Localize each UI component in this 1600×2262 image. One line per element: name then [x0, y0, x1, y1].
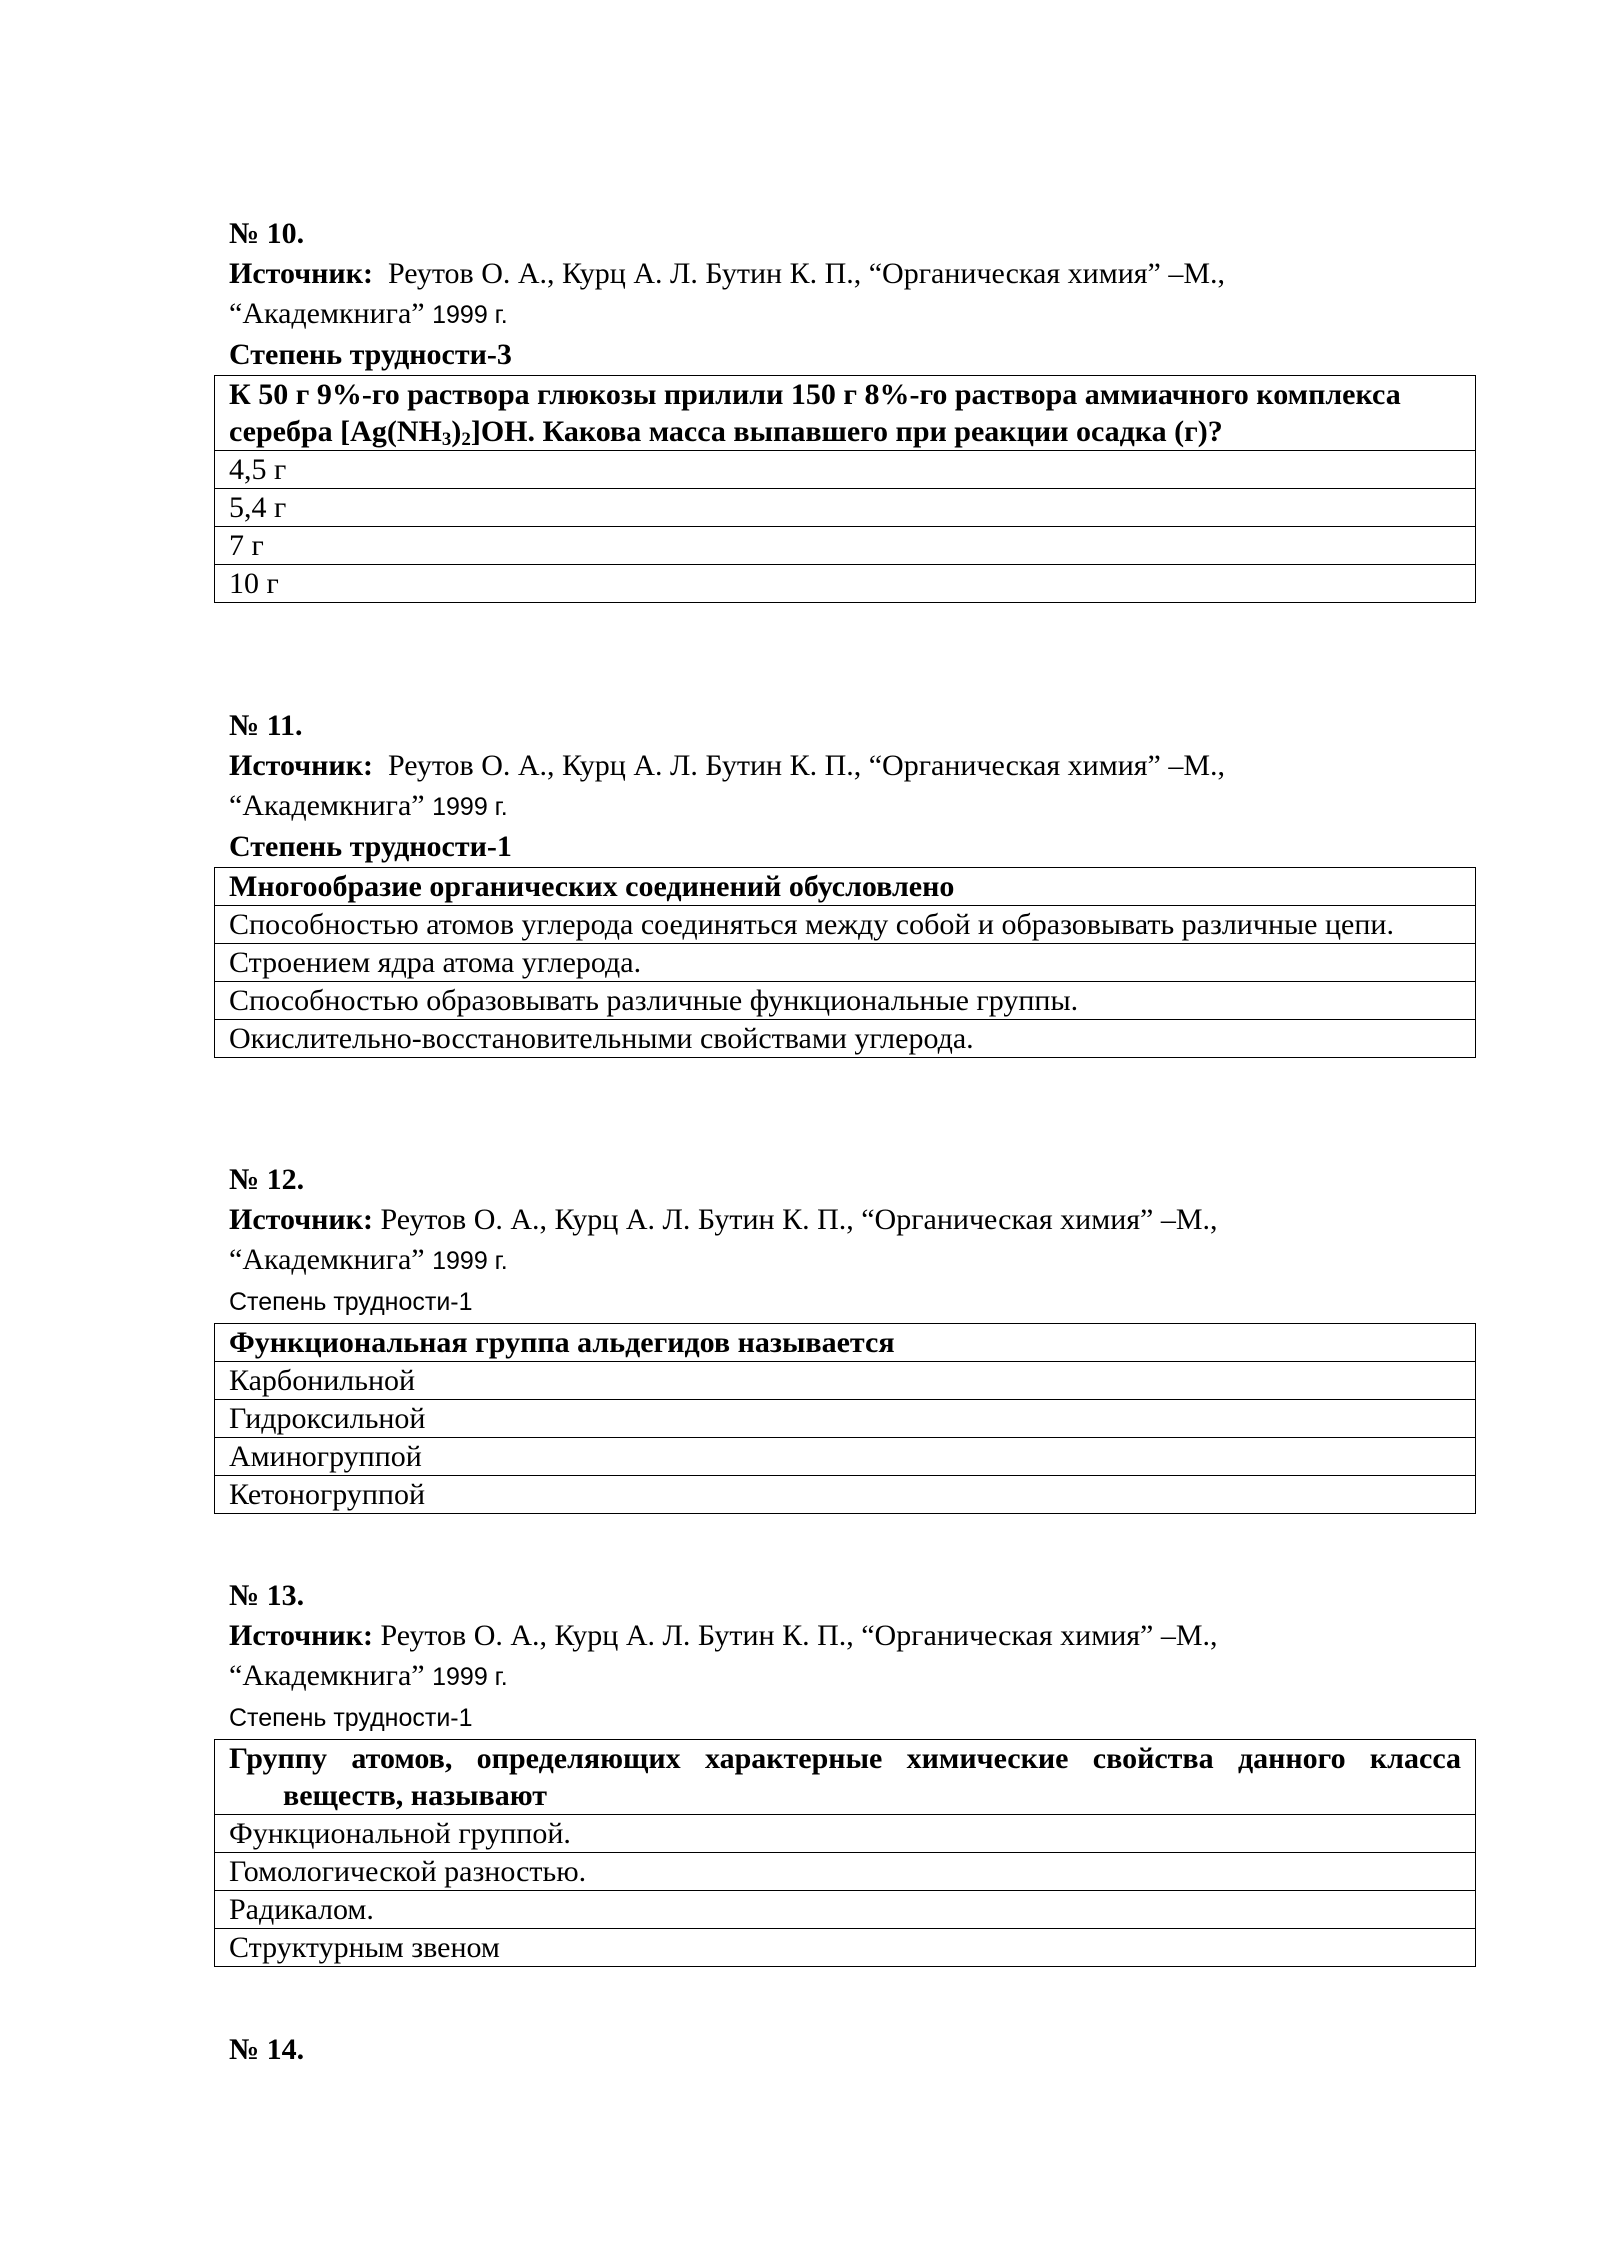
source-label: Источник:	[229, 257, 373, 290]
answer-option[interactable]: 7 г	[215, 527, 1476, 565]
question-stem: Функциональная группа альдегидов называется	[215, 1324, 1476, 1362]
source-line	[229, 746, 1491, 827]
question-number: № 13.	[229, 1579, 305, 1612]
answer-option[interactable]: 5,4 г	[215, 489, 1476, 527]
question-13	[229, 1576, 1491, 1967]
source-label: Источник:	[229, 1619, 373, 1652]
source-text: Реутов О. А., Курц А. Л. Бутин К. П., “Органическая химия” –М.,	[387, 749, 1226, 782]
question-stem: Группу атомов, определяющих характерные химические свойства данного класса веществ, называют	[215, 1740, 1476, 1815]
source-text: Реутов О. А., Курц А. Л. Бутин К. П., “Органическая химия” –М.,	[380, 1203, 1218, 1236]
answer-option[interactable]: Строением ядра атома углерода.	[215, 944, 1476, 982]
difficulty-label: Степень трудности-1	[229, 1704, 473, 1732]
answer-option[interactable]: Аминогруппой	[215, 1438, 1476, 1476]
answer-table	[214, 1323, 1476, 1514]
answer-option[interactable]: 4,5 г	[215, 451, 1476, 489]
question-11	[229, 706, 1491, 1058]
answer-table	[214, 867, 1476, 1058]
answer-table	[214, 1739, 1476, 1967]
answer-option[interactable]: Функциональной группой.	[215, 1815, 1476, 1853]
question-stem: Многообразие органических соединений обусловлено	[215, 868, 1476, 906]
answer-option[interactable]: Структурным звеном	[215, 1929, 1476, 1967]
difficulty-label: Степень трудности-1	[229, 830, 512, 863]
question-number: № 14.	[229, 2033, 305, 2066]
answer-table	[214, 375, 1476, 603]
question-stem: К 50 г 9%-го раствора глюкозы прилили 150 г 8%-го раствора аммиачного комплекса серебра $[Ag(NH_3)_2]OH$. Какова масса выпавшего при реакции осадка (г)?	[215, 376, 1476, 451]
answer-option[interactable]: Способностью атомов углерода соединяться между собой и образовывать различные цепи.	[215, 906, 1476, 944]
difficulty-label: Степень трудности-1	[229, 1288, 473, 1316]
answer-option[interactable]: Карбонильной	[215, 1362, 1476, 1400]
source-publisher: “Академкнига”	[229, 789, 425, 822]
answer-option[interactable]: Кетоногруппой	[215, 1476, 1476, 1514]
source-text: Реутов О. А., Курц А. Л. Бутин К. П., “Органическая химия” –М.,	[380, 1619, 1218, 1652]
question-number: № 11.	[229, 709, 303, 742]
question-10	[229, 214, 1491, 603]
answer-option[interactable]: Окислительно-восстановительными свойствами углерода.	[215, 1020, 1476, 1058]
question-number: № 12.	[229, 1163, 305, 1196]
source-label: Источник:	[229, 1203, 373, 1236]
source-text: Реутов О. А., Курц А. Л. Бутин К. П., “Органическая химия” –М.,	[387, 257, 1226, 290]
source-line	[229, 1616, 1491, 1697]
source-publisher: “Академкнига”	[229, 1243, 425, 1276]
difficulty-label: Степень трудности-3	[229, 338, 512, 371]
source-year: 1999 г.	[432, 301, 508, 329]
source-line	[229, 1200, 1491, 1281]
source-year: 1999 г.	[432, 793, 508, 821]
question-14	[229, 2030, 1491, 2070]
answer-option[interactable]: Способностью образовывать различные функциональные группы.	[215, 982, 1476, 1020]
answer-option[interactable]: Гомологической разностью.	[215, 1853, 1476, 1891]
answer-option[interactable]: 10 г	[215, 565, 1476, 603]
question-number: № 10.	[229, 217, 305, 250]
answer-option[interactable]: Гидроксильной	[215, 1400, 1476, 1438]
answer-option[interactable]: Радикалом.	[215, 1891, 1476, 1929]
source-publisher: “Академкнига”	[229, 1659, 425, 1692]
source-label: Источник:	[229, 749, 373, 782]
source-line	[229, 254, 1491, 335]
source-publisher: “Академкнига”	[229, 297, 425, 330]
source-year: 1999 г.	[432, 1663, 508, 1691]
source-year: 1999 г.	[432, 1247, 508, 1275]
question-12	[229, 1160, 1491, 1514]
